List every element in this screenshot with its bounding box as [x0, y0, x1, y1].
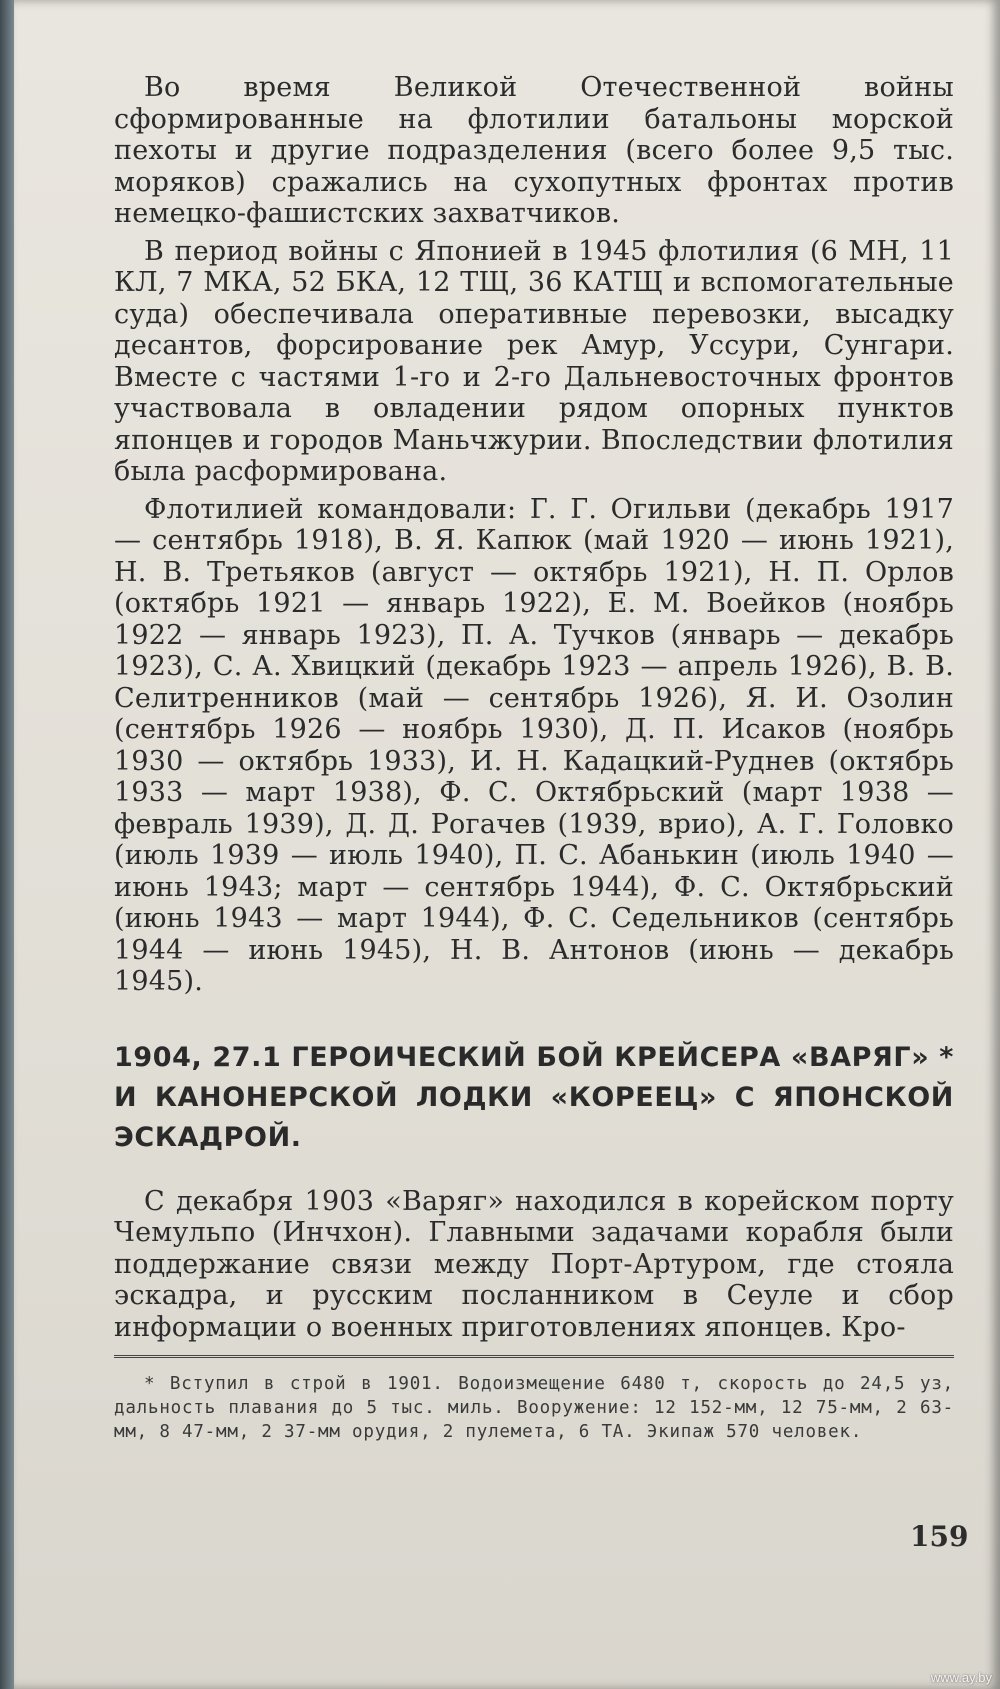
page-content: [114, 72, 954, 1444]
section-heading: 1904, 27.1 ГЕРОИЧЕСКИЙ БОЙ КРЕЙСЕРА «ВАРЯГ» * И КАНОНЕРСКОЙ ЛОДКИ «КОРЕЕЦ» С ЯПОНСКОЙ ЭСКАДРОЙ.: [114, 1041, 954, 1153]
paragraph-commanders: Флотилией командовали: Г. Г. Огильви (декабрь 1917 — сентябрь 1918), В. Я. Капюк (май 1920 — июнь 1921), Н. В. Третьяков (август — октябрь 1921), Н. П. Орлов (октябрь 1921 — январь 1922), Е. М. Воейков (ноябрь 1922 — январь 1923), П. А. Тучков (январь — декабрь 1923), С. А. Хвицкий (декабрь 1923 — апрель 1926), В. В. Селитренников (май — сентябрь 1926), Я. И. Озолин (сентябрь 1926 — ноябрь 1930), Д. П. Исаков (ноябрь 1930 — октябрь 1933), И. Н. Кадацкий-Руднев (октябрь 1933 — март 1938), Ф. С. Октябрьский (март 1938 — февраль 1939), Д. Д. Рогачев (1939, врио), А. Г. Головко (июль 1939 — июль 1940), П. С. Абанькин (июль 1940 — июнь 1943; март — сентябрь 1944), Ф. С. Октябрьский (июнь 1943 — март 1944), Ф. С. Седельников (сентябрь 1944 — июнь 1945), Н. В. Антонов (июнь — декабрь 1945).: [114, 493, 954, 997]
footnote-divider: [114, 1355, 954, 1358]
paragraph-war-with-japan: В период войны с Японией в 1945 флотилия (6 МН, 11 КЛ, 7 МКА, 52 БКА, 12 ТЩ, 36 КАТЩ и вспомогательные суда) обеспечивала оперативные перевозки, высадку десантов, форсирование рек Амур, Уссури, Сунгари. Вместе с частями 1-го и 2-го Дальневосточных фронтов участвовала в овладении рядом опорных пунктов японцев и городов Маньчжурии. Впоследствии флотилия была расформирована.: [114, 235, 954, 487]
paragraph-war-service: Во время Великой Отечественной войны сформированные на флотилии батальоны морской пехоты и другие подразделения (всего более 9,5 тыс. моряков) сражались на сухопутных фронтах против немецко-фашистских захватчиков.: [114, 72, 954, 229]
footnote: * Вступил в строй в 1901. Водоизмещение 6480 т, скорость до 24,5 уз, дальность плавания до 5 тыс. миль. Вооружение: 12 152-мм, 12 75-мм, 2 63-мм, 8 47-мм, 2 37-мм орудия, 2 пулемета, 6 ТА. Экипаж 570 человек.: [114, 1374, 954, 1442]
book-page: [14, 0, 1000, 1689]
paragraph-varyag: С декабря 1903 «Варяг» находился в корейском порту Чемульпо (Инчхон). Главными задачами корабля были поддержание связи между Порт-Артуром, где стояла эскадра, и русским посланником в Сеуле и сбор информации о военных приготовлениях японцев. Кро-: [114, 1185, 954, 1343]
page-number: 159: [910, 1520, 969, 1553]
watermark: www.ay.by: [930, 1670, 992, 1685]
book-spine-edge: [0, 0, 14, 1689]
